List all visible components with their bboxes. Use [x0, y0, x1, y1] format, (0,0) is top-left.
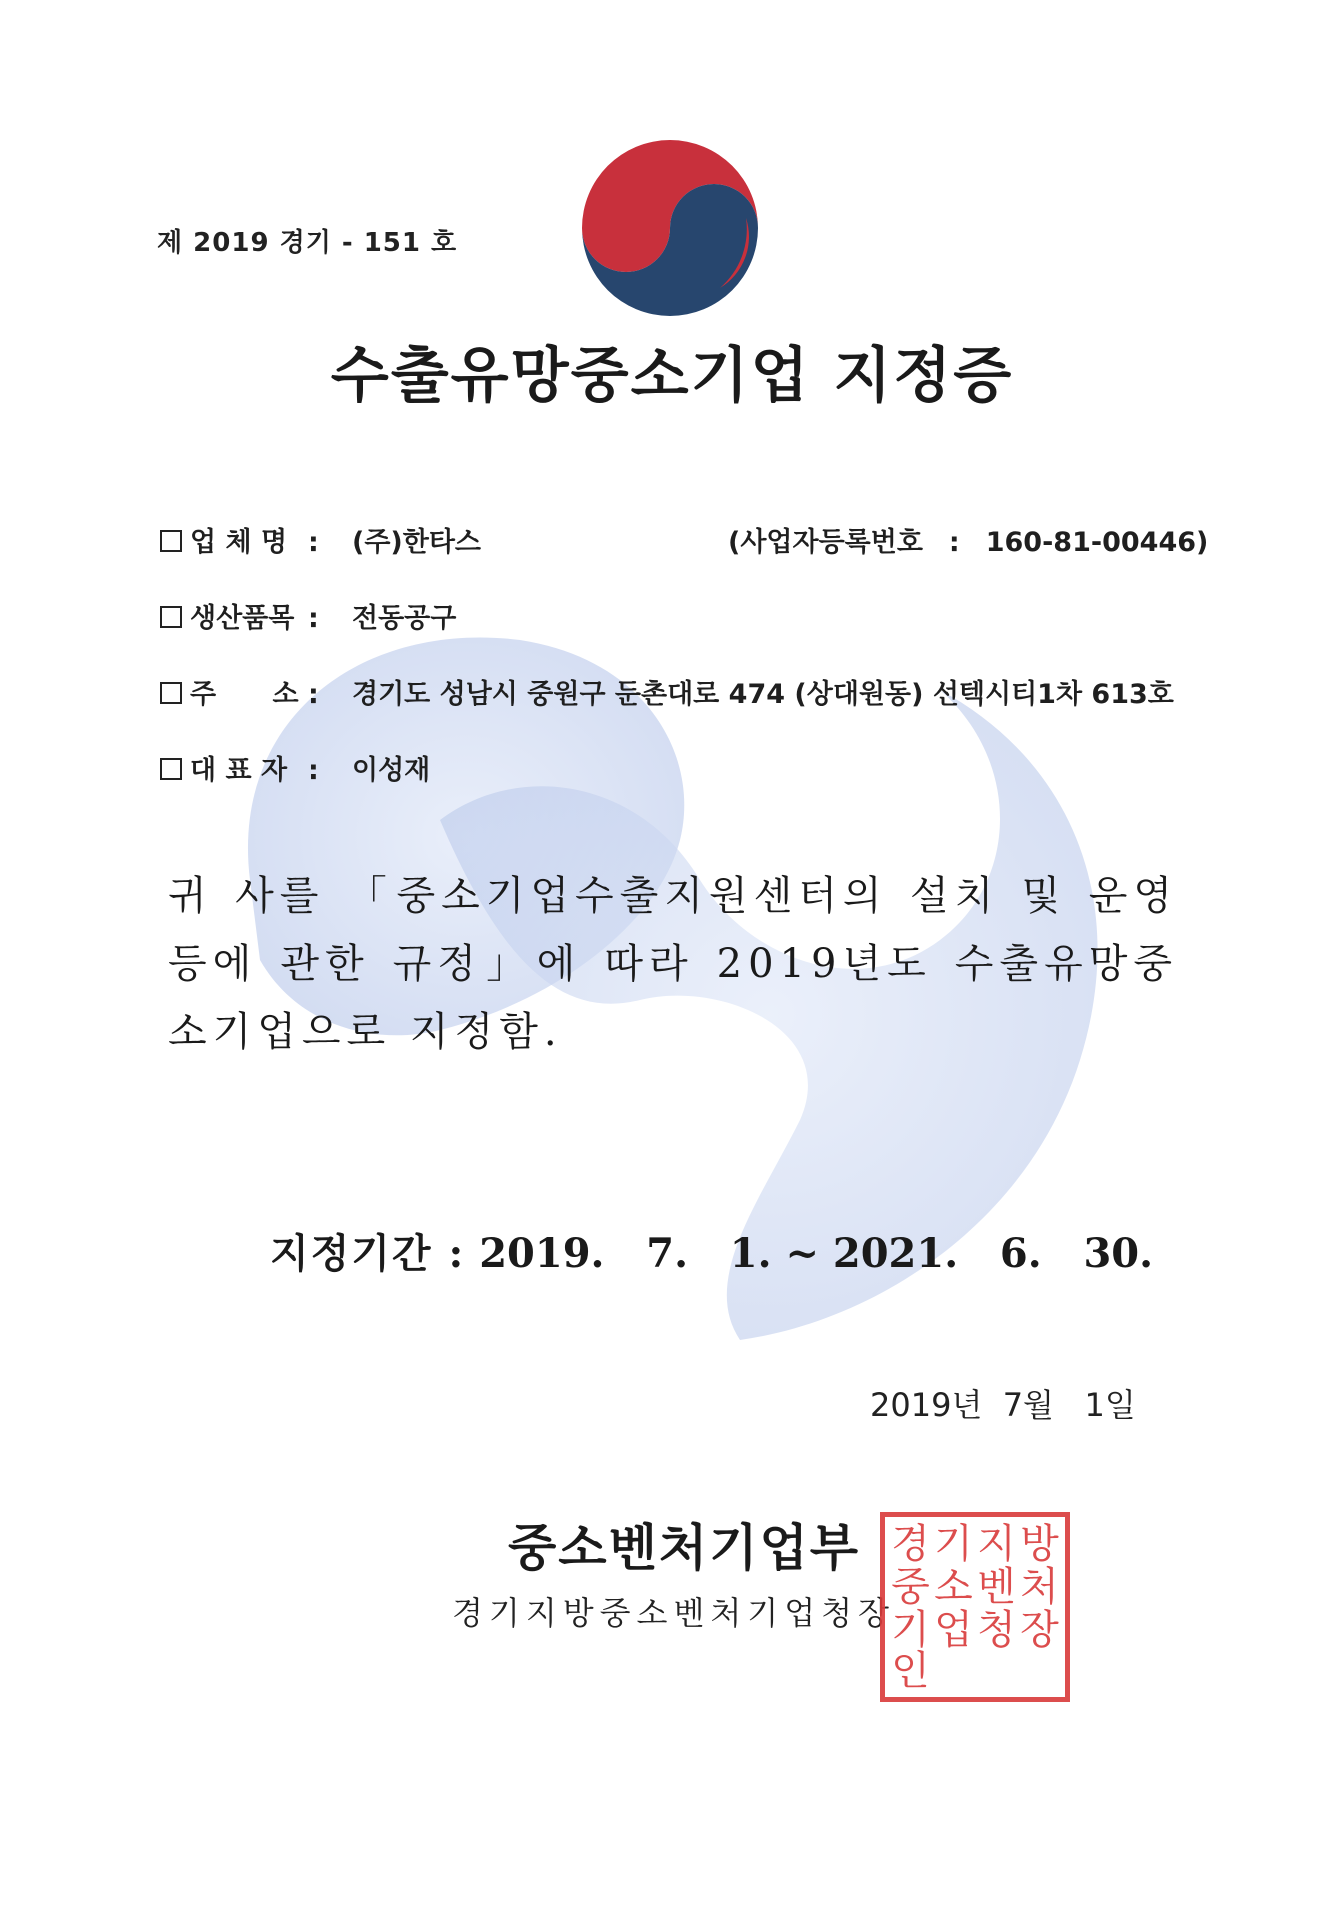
period-value: 2019. 7. 1. ~ 2021. 6. 30.	[479, 1230, 1154, 1277]
field-label: 업 체 명	[190, 527, 288, 558]
seal-character: 장	[1020, 1606, 1059, 1653]
government-emblem	[570, 128, 770, 328]
certificate-statement: 귀 사를 「중소기업수출지원센터의 설치 및 운영 등에 관한 규정」에 따라 2019년도 수출유망중소기업으로 지정함.	[168, 873, 1178, 1055]
seal-character: 처	[1020, 1563, 1059, 1610]
registration-label: (사업자등록번호	[728, 527, 923, 558]
ministry-name: 중소벤처기업부	[508, 1519, 861, 1577]
document-title: 수출유망중소기업 지정증	[330, 341, 1014, 411]
checkbox-square-icon	[160, 530, 182, 552]
checkbox-square-icon	[160, 606, 182, 628]
seal-character: 기	[934, 1521, 973, 1568]
field-address	[160, 672, 1174, 711]
certificate-number: 제 2019 경기 - 151 호	[157, 228, 458, 258]
business-registration-number	[728, 520, 1208, 559]
seal-character: 벤	[977, 1563, 1016, 1610]
field-value: (주)한타스	[352, 527, 482, 558]
field-representative	[160, 748, 430, 787]
field-label: 생산품목	[190, 603, 295, 634]
seal-character: 소	[934, 1563, 973, 1610]
seal-character: 지	[977, 1521, 1016, 1568]
seal-character: 중	[891, 1563, 930, 1610]
field-colon: :	[308, 679, 319, 710]
registration-colon: :	[948, 527, 960, 558]
issuing-office: 경기지방중소벤처기업청장	[452, 1594, 895, 1632]
seal-character: 인	[891, 1648, 930, 1694]
field-label: 대 표 자	[190, 755, 288, 786]
checkbox-square-icon	[160, 758, 182, 780]
field-colon: :	[308, 755, 319, 786]
seal-character: 방	[1020, 1521, 1059, 1568]
seal-character: 경	[891, 1521, 930, 1568]
seal-character: 업	[934, 1606, 973, 1653]
checkbox-square-icon	[160, 682, 182, 704]
field-value: 경기도 성남시 중원구 둔촌대로 474 (상대원동) 선텍시티1차 613호	[352, 679, 1174, 710]
official-seal-stamp	[880, 1512, 1070, 1702]
field-value: 이성재	[352, 755, 431, 786]
field-colon: :	[308, 527, 319, 558]
field-products	[160, 596, 456, 635]
designation-period	[270, 1222, 1153, 1279]
field-label: 주 소	[190, 679, 299, 710]
registration-value: 160-81-00446)	[985, 527, 1209, 558]
issue-date: 2019년 7월 1일	[870, 1386, 1136, 1424]
field-company-name	[160, 520, 481, 559]
period-label: 지정기간 :	[270, 1230, 466, 1277]
field-colon: :	[308, 603, 319, 634]
field-value: 전동공구	[352, 603, 457, 634]
seal-character: 기	[891, 1606, 930, 1653]
seal-character: 청	[977, 1606, 1016, 1653]
